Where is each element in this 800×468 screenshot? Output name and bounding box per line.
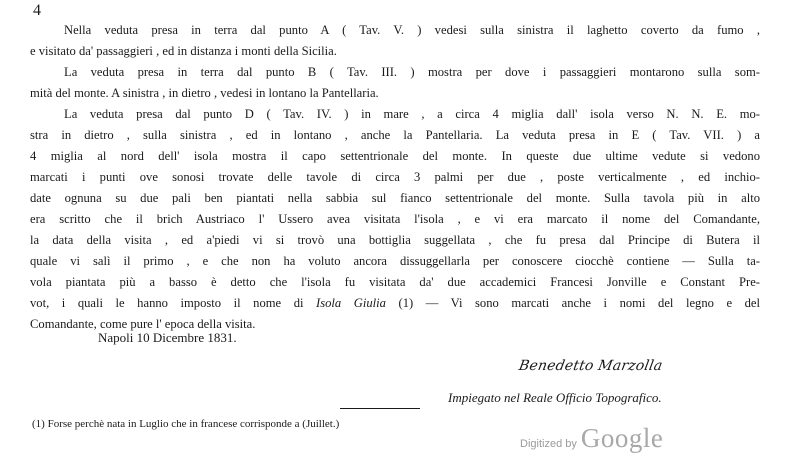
text-line: La veduta presa dal punto D ( Tav. IV. ) in mare , a circa 4 miglia dall' isola verso N. N. E. mo- — [64, 107, 760, 121]
text-line: La veduta presa in terra dal punto B ( Tav. III. ) mostra per dove i passaggieri montarono sulla som- — [64, 65, 760, 79]
signature: Benedetto Marzolla — [517, 358, 664, 374]
text-line: Nella veduta presa in terra dal punto A ( Tav. V. ) vedesi sulla sinistra il laghetto coverto da fumo , — [64, 23, 760, 37]
text-line — [30, 293, 760, 314]
text-line: 4 miglia al nord dell' isola mostra il capo settentrionale del monte. In queste due ultime vedute si vedono — [30, 149, 760, 163]
footnote-divider — [340, 408, 420, 409]
text-line: mità del monte. A sinistra , in dietro , vedesi in lontano la Pantellaria. — [30, 86, 379, 100]
text-line: e visitato da' passaggieri , ed in distanza i monti della Sicilia. — [30, 44, 337, 58]
text-line: date ognuna su due pali ben piantati nella sabbia sul fianco settentrionale del monte. Sulla tavola più in alto — [30, 191, 760, 205]
signature-title: Impiegato nel Reale Officio Topografico. — [448, 390, 662, 405]
text-line: Comandante, come pure l' epoca della visita. — [30, 317, 256, 331]
page-number: 4 — [33, 2, 41, 19]
dateline: Napoli 10 Dicembre 1831. — [98, 330, 237, 345]
text-line: era scritto che il brich Austriaco l' Ussero avea visitata l'isola , e vi era marcato il nome del Comandante, — [30, 212, 760, 226]
google-logo: Google — [580, 423, 664, 453]
body-text — [30, 20, 760, 335]
google-watermark — [520, 423, 663, 454]
watermark-prefix: Digitized by — [520, 438, 577, 450]
text-segment: vot, i quali le hanno imposto il nome di — [30, 296, 317, 310]
text-line: la data della visita , ed a'piedi vi si trovò una bottiglia suggellata , che fu presa dal Principe di Butera il — [30, 233, 760, 247]
text-line: marcati i punti ove sonosi trovate delle tavole di circa 3 palmi per due , poste verticalmente , ed inchio- — [30, 170, 760, 184]
place-name-emphasis: Isola Giulia — [316, 296, 386, 310]
text-segment: (1) — Vi sono marcati anche i nomi del legno e del — [385, 296, 760, 310]
text-line: vola piantata più a basso è detto che l'isola fu visitata da' due accademici Francesi Jonville e Constant Pre- — [30, 275, 760, 289]
text-line: quale vi salì il primo , e che non ha voluto ancora dissuggellarla per conoscere ciocchè contiene — Sulla ta- — [30, 254, 760, 268]
footnote: (1) Forse perchè nata in Luglio che in francese corrisponde a (Juillet.) — [32, 418, 340, 430]
text-line: stra in dietro , sulla sinistra , ed in lontano , anche la Pantellaria. La veduta presa in E ( Tav. VII. ) a — [30, 128, 760, 142]
